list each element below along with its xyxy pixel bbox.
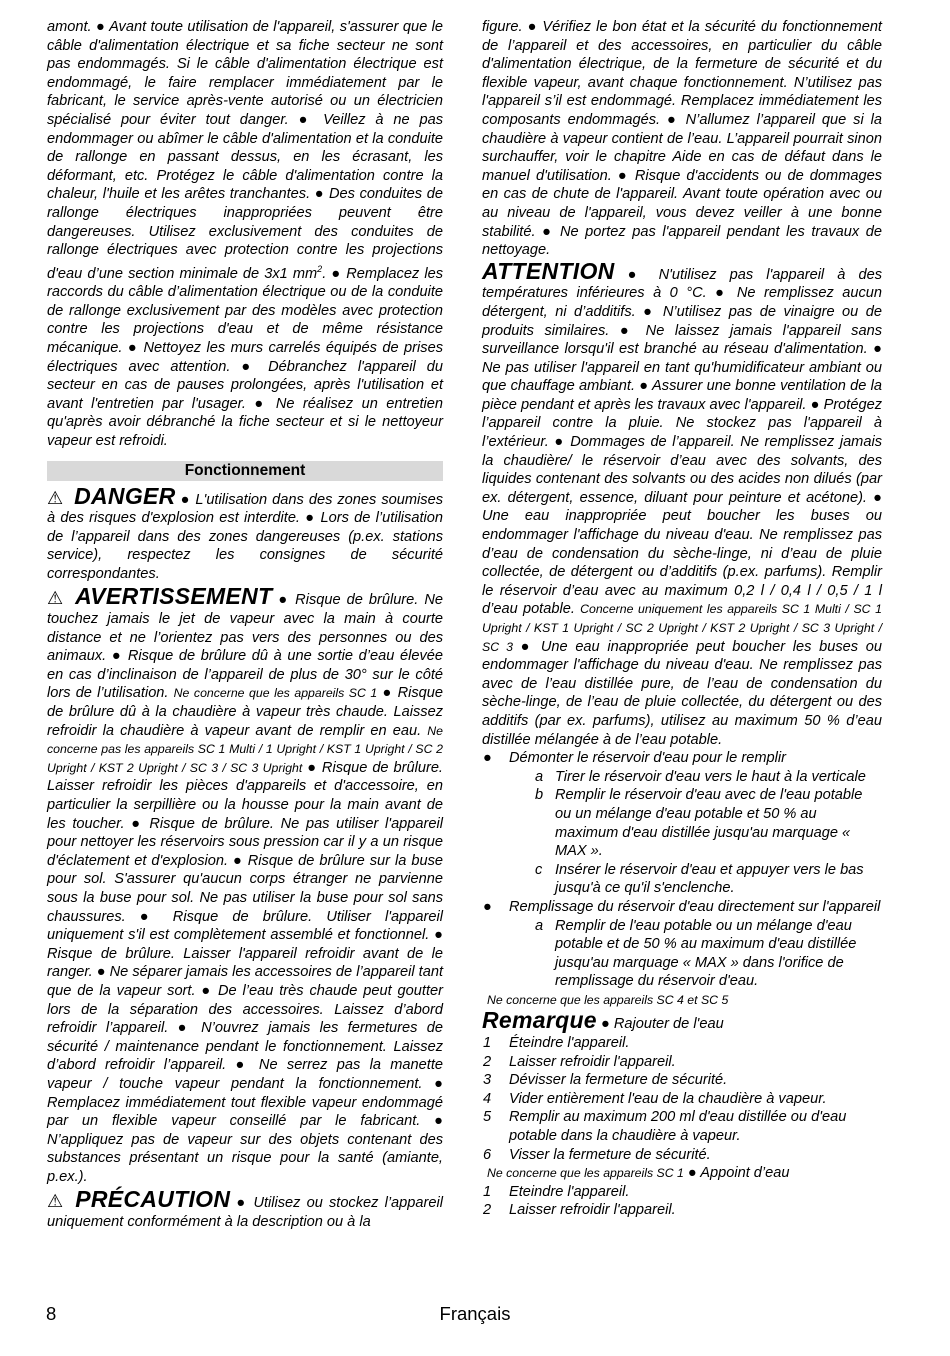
- list-item: [482, 898, 882, 991]
- step-number: 1: [483, 1035, 492, 1052]
- avertissement-text: ● Risque de brûlure. Laisser refroidir les pièces d'appareils et d'accessoire, en particulier la serpillière ou la housse pour la main avant de les toucher. ● Risque de brûlure. Ne pas utiliser l'appareil pour nettoyer les réservoirs sous pression car il y a un risque d'éclatement et d'explosion. ● Risque de brûlure sur la buse pour sol. S'assurer qu'aucun corps étranger ne parvienne sous la buse pour sol. Ne pas utiliser la buse pour sol sans chaussures. ● Risque de brûlure. Utiliser l'appareil uniquement s'il est complètement assemblé et fonctionnel. ● Risque de brûlure. Laisser l'appareil refroidir avant de le ranger. ● Ne séparer jamais les accessoires de l’appareil tant que de la vapeur sort. ● De l’eau très chaude peut goutter lors de la séparation des accessoires. Laissez d’abord refroidir l’appareil. ● N’ouvrez jamais les fermetures de sécurité / maintenance pendant le fonctionnement. Laissez d’abord refroidir l’appareil. ● Ne serrez pas la manette vapeur / touche vapeur pendant la fonctionnement. ● Remplacez immédiatement tout flexible vapeur endommagé par un flexible vapeur conseillé par le fabricant. ● N’appliquez pas de vapeur sur des objets contenant des substances présentant un risque pour la santé (amiante, p.ex.).: [47, 759, 444, 1185]
- item-letter: c: [535, 861, 543, 878]
- step-number: 1: [483, 1183, 492, 1200]
- list-item: [529, 861, 882, 898]
- list-item-text: Visser la fermeture de sécurité.: [509, 1146, 711, 1163]
- sc1-note-text: ● Appoint d’eau: [683, 1165, 790, 1182]
- sub-list: [509, 917, 882, 991]
- list-item: [482, 1146, 882, 1165]
- attention-label: ATTENTION: [482, 257, 615, 284]
- list-item: [482, 1183, 882, 1202]
- intro-text-end: . ● Remplacez les raccords du câble d’alimentation électrique ou de la conduite de rallonge exclusivement par des modèles avec protection contre les projections d'eau et de même résistance mécanique. ● Nettoyez les murs carrelés équipés de prises électriques avec attention. ● Débranchez l'appareil du secteur en cas de pauses prolongées, après l'utilisation et avant l'entretien par l'usager. ● Ne réalisez un entretien qu'après avoir débranché la fiche secteur et si le nettoyeur vapeur est refroidi.: [47, 265, 443, 449]
- precaution-block: [47, 1186, 443, 1231]
- list-item-text: Laisser refroidir l'appareil.: [509, 1202, 676, 1219]
- avertissement-block: [47, 583, 444, 1186]
- sc1-note-block: [482, 1164, 882, 1183]
- list-item-text: Remplir le réservoir d'eau avec de l'eau potable ou un mélange d'eau potable et 50 % au maximum d'eau distillée jusqu'au marquage « MAX ».: [555, 787, 863, 860]
- intro-paragraph: [47, 18, 443, 451]
- warning-triangle-icon: ⚠: [47, 1191, 66, 1212]
- step-number: 3: [483, 1072, 492, 1089]
- warning-triangle-icon: ⚠: [47, 487, 65, 508]
- sc1-steps: [482, 1183, 882, 1220]
- list-item: [482, 1108, 882, 1145]
- list-item-text: Éteindre l'appareil.: [509, 1035, 630, 1052]
- list-item: [529, 768, 882, 787]
- right-column: [482, 18, 882, 1220]
- step-number: 2: [483, 1202, 492, 1219]
- list-item: [529, 917, 882, 991]
- left-column: [47, 18, 443, 1232]
- list-item-text: Remplir au maximum 200 ml d'eau distillée ou d'eau potable dans la chaudière à vapeur.: [509, 1109, 847, 1145]
- list-item-text: Tirer le réservoir d'eau vers le haut à la verticale: [555, 768, 866, 785]
- remarque-text: ● Rajouter de l'eau: [596, 1016, 724, 1033]
- intro-text: amont. ● Avant toute utilisation de l'appareil, s'assurer que le câble d'alimentation électrique et sa fiche secteur ne sont pas endommagés. Si le câble d'alimentation électrique est endommagé, le faire remplacer immédiatement par le fabricant, le service après-vente autorisé ou un électricien spécialisé pour éviter tout danger. ● Veillez à ne pas endommager ou abîmer le câble d'alimentation et la conduite de rallonge en passant dessus, en les écrasant, les déformant, etc. Protégez le câble d'alimentation contre la chaleur, l'huile et les arêtes tranchantes. ● Des conduites de rallonge électriques inappropriées peuvent être dangereuses. Utilisez exclusivement des conduites de rallonge électriques avec protection contre les projections d'eau d’une section minimale de 3x1 mm: [47, 19, 443, 282]
- precaution-text: ● Utilisez ou stockez l’appareil uniquement conformément à la description ou à la: [47, 1195, 443, 1231]
- precaution-label: PRÉCAUTION: [75, 1186, 231, 1213]
- avertissement-label: AVERTISSEMENT: [75, 583, 273, 610]
- model-note: Ne concerne que les appareils SC 1: [487, 1166, 684, 1181]
- list-item: [482, 749, 882, 898]
- remarque-block: [482, 1007, 882, 1034]
- bullet: ●: [483, 750, 492, 767]
- list-item-text: Remplir de l'eau potable ou un mélange d'eau potable et de 50 % au maximum d'eau distillée jusqu'au marquage « MAX » dans l'orifice de remplissage du réservoir d'eau.: [555, 917, 857, 990]
- danger-block: [47, 482, 443, 584]
- list-item: [529, 786, 882, 860]
- list-item: [482, 1071, 882, 1090]
- list-item: [482, 1034, 882, 1053]
- list-item-text: Vider entièrement l'eau de la chaudière à vapeur.: [509, 1090, 827, 1107]
- bullet: ●: [483, 898, 492, 915]
- page-number: 8: [46, 1303, 57, 1324]
- item-letter: a: [535, 917, 544, 934]
- attention-text: ● N'utilisez pas l'appareil à des températures inférieures à 0 °C. ● Ne remplissez aucun détergent, ni d’additifs. ● N’utilisez pas de vinaigre ou de produits similaires. ● Ne laissez jamais l'appareil sans surveillance lorsqu'il est branché au réseau d'alimentation. ● Ne pas utiliser l'appareil en tant qu'humidificateur ambiant ou que chauffage ambiant. ● Assurer une bonne ventilation de la pièce pendant et après les travaux avec l'appareil. ● Protégez l’appareil contre la pluie. Ne stockez pas l'appareil à l’extérieur. ● Dommages de l’appareil. Ne remplissez jamais la chaudière/ le réservoir d’eau avec des solvants, des liquides contenant des solvants ou des acides non dilués (par ex. détergent, essence, diluant pour peinture et acétone). ● Une eau inappropriée peut boucher les buses ou endommager l'affichage du niveau d'eau. Ne remplissez pas d’eau de condensation du sèche-linge, ni d’eau de pluie collectée, de détergent ou d’additifs (p.ex. parfums). Remplir le réservoir d’eau avec au maximum 0,2 l / 0,4 l / 0,5 / 1 l d’eau potable.: [482, 266, 882, 618]
- attention-block: [482, 257, 882, 749]
- danger-label: DANGER: [74, 482, 176, 509]
- step-number: 5: [483, 1109, 492, 1126]
- step-number: 6: [483, 1146, 492, 1163]
- section-heading: Fonctionnement: [47, 461, 443, 481]
- model-note: Ne concerne pas les appareils SC 1 Multi / 1 Upright / KST 1 Upright / SC 2 Upright / KST 2 Upright / SC 3 / SC 3 Upright: [47, 723, 443, 775]
- language-label: Français: [439, 1303, 511, 1324]
- model-note: Concerne uniquement les appareils SC 1 Multi / SC 1 Upright / KST 1 Upright / SC 2 Upright / KST 2 Upright / SC 3 Upright / SC 3: [482, 602, 882, 654]
- remarque-label: Remarque: [482, 1007, 597, 1034]
- list-item-text: Remplissage du réservoir d'eau directement sur l'appareil: [509, 898, 881, 915]
- continued-paragraph: figure. ● Vérifiez le bon état et la sécurité du fonctionnement de l’appareil et des accessoires, en particulier du câble d'alimentation électrique, de la fermeture de sécurité et du flexible vapeur, avant chaque fonctionnement. N’utilisez pas l'appareil s’il est endommagé. Remplacez immédiatement les composants endommagés. ● N’allumez l’appareil que si la chaudière à vapeur contient de l’eau. L’appareil pourrait sinon surchauffer, voir le chapitre Aide en cas de défaut dans le manuel d'utilisation. ● Risque d'accidents ou de dommages en cas de chute de l'appareil. Avant toute opération avec ou au niveau de l'appareil, vous devez veiller à une bonne stabilité. ● Ne portez pas l'appareil pendant les travaux de nettoyage.: [482, 19, 882, 259]
- avertissement-text: ● Risque de brûlure dû à la chaudière à vapeur très chaude. Laissez refroidir la chaudière à vapeur avant de remplir en eau.: [47, 685, 443, 739]
- warning-triangle-icon: ⚠: [47, 588, 66, 609]
- step-number: 4: [483, 1090, 492, 1107]
- avertissement-text: ● Risque de brûlure. Ne touchez jamais le jet de vapeur avec la main à courte distance et ne l’orientez pas vers des personnes ou des animaux. ● Risque de brûlure dû à une sortie d’eau élevée en cas d’inclinaison de l’appareil de plus de 30° sur le côté lors de l’utilisation.: [47, 592, 443, 702]
- superscript: 2: [317, 263, 323, 274]
- item-letter: b: [535, 787, 544, 804]
- list-item: [482, 1053, 882, 1072]
- danger-text: ● L'utilisation dans des zones soumises à des risques d'explosion est interdite. ● Lors de l’utilisation de l’appareil dans des zones dangereuses (p.ex. stations service), respectez les consignes de sécurité correspondantes.: [47, 491, 443, 582]
- item-letter: a: [535, 768, 544, 785]
- list-item-text: Démonter le réservoir d'eau pour le remplir: [509, 750, 786, 767]
- list-item: [482, 1090, 882, 1109]
- list-item-text: Eteindre l'appareil.: [509, 1183, 630, 1200]
- refill-steps: [482, 1034, 882, 1164]
- fill-instructions: [482, 749, 882, 991]
- attention-text: ● Une eau inappropriée peut boucher les buses ou endommager l'affichage du niveau d'eau. Ne remplissez pas avec de l’eau distillée pure, de l’eau de condensation du sèche-linge, de l’eau de pluie collectée, du détergent ou des additifs (par ex. parfums), utilisez au maximum 50 % d’eau distillée mélangée à de l’eau potable.: [482, 638, 882, 748]
- sub-list: [509, 768, 882, 898]
- model-note: Ne concerne que les appareils SC 4 et SC 5: [487, 992, 729, 1007]
- list-item-text: Insérer le réservoir d'eau et appuyer vers le bas jusqu'à ce qu'il s'enclenche.: [555, 861, 864, 897]
- list-item-text: Laisser refroidir l'appareil.: [509, 1053, 676, 1070]
- step-number: 2: [483, 1053, 492, 1070]
- list-item-text: Dévisser la fermeture de sécurité.: [509, 1072, 728, 1089]
- list-item: [482, 1201, 882, 1220]
- model-note: Ne concerne que les appareils SC 1: [173, 686, 378, 701]
